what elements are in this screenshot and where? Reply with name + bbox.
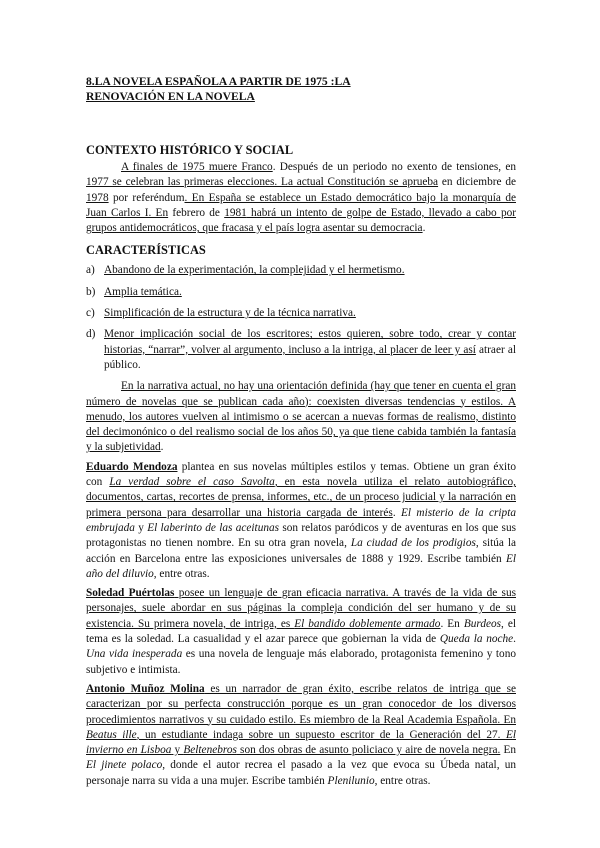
paragraph-text: En [500, 744, 517, 757]
title-line-1: 8.LA NOVELA ESPAÑOLA A PARTIR DE 1975 :LA [86, 75, 351, 88]
book-title: El jinete polaco [86, 759, 163, 772]
document-title [86, 74, 516, 104]
list-marker: b) [86, 285, 96, 298]
book-title: La ciudad de los prodigios [350, 537, 476, 550]
paragraph-text: . En [440, 617, 464, 630]
paragraph-text: es un narrador de gran éxito, escribe relatos de intriga que se caracterizan por su perfecta construcción porque es un gran conocedor de los diversos procedimientos narrativos y su cuidado estilo. Es miembro de la Real Academia Española. En [86, 682, 516, 726]
list-item-text [104, 327, 516, 373]
book-title: El bandido doblemente armado [294, 617, 441, 630]
narrative-text: . [160, 441, 164, 454]
paragraph-text: y [171, 744, 184, 757]
list-item-text: Amplia temática. [104, 285, 182, 298]
narrative-text: En la narrativa actual, no hay una orientación definida (hay que tener en cuenta el gran número de novelas que se publican cada año): coexisten diversas tendencias y estilos. A menudo, los autores vuelven al intimismo o se acercan a nuevas formas de realismo, distinto del decimonónico o del realismo social de los años 50, ya que tiene cabida también la fantasía y la subjetividad [86, 380, 516, 454]
book-title: El año del diluvio [86, 552, 516, 580]
author-name: Antonio Muñoz Molina [86, 682, 205, 695]
paragraph-text: es una novela de lenguaje más elaborado, protagonista femenino y tono subjetivo e intimista. [86, 648, 516, 676]
paragraph-text: , un estudiante indaga sobre un supuesto escritor de la Generación del 27. [136, 728, 506, 741]
book-title: El misterio de la cripta embrujada [86, 506, 516, 534]
document-page [86, 74, 516, 789]
list-marker: a) [86, 264, 95, 277]
molina-paragraph [86, 682, 516, 789]
section-heading-features: CARACTERÍSTICAS [86, 243, 206, 258]
paragraph-text: . [392, 506, 402, 519]
context-paragraph [86, 160, 516, 236]
paragraph-text: , en esta novela utiliza el relato autobiográfico, documentos, cartas, recortes de prensa, informes, etc., de un proceso judicial y la narración en primera persona para desarrollar una historia cargada de interés [86, 476, 516, 519]
list-item [86, 285, 516, 300]
list-item-text-part: Menor implicación social de los escritores; estos quieren, sobre todo, crear y contar historias, “narrar”, volver al argumento, incluso a la intriga, al placer de leer y así [104, 328, 516, 356]
paragraph-text: , donde el autor recrea el pasado a la vez que evoca su Úbeda natal, un personaje narra su vida a una mujer. Escribe también [86, 759, 516, 787]
book-title: Burdeos [463, 617, 502, 630]
list-item-text-part: atraer al público. [104, 343, 516, 371]
list-item [86, 263, 516, 278]
paragraph-text: y [134, 521, 148, 534]
context-text: febrero de [168, 206, 225, 219]
author-name: Eduardo Mendoza [86, 460, 178, 473]
context-text: . En España se establece un Estado democrático bajo la monarquía de Juan Carlos I. En [86, 191, 516, 219]
list-item [86, 327, 516, 373]
context-text: habrá un intento de golpe de Estado, llevado a cabo por grupos antidemocráticos, que fracasa y el país logra asentar su democracia [86, 206, 517, 235]
list-marker: c) [86, 307, 95, 320]
context-text: . Después de un periodo no exento de tensiones, en [272, 161, 516, 173]
paragraph-text: posee un lenguaje de gran eficacia narrativa. A través de la vida de sus personajes, suele abordar en sus páginas la compleja condición del ser humano y de su existencia. Su primera novela, de intriga, es [86, 587, 516, 630]
book-title: El laberinto de las aceitunas [147, 521, 280, 534]
book-title: Queda la noche [439, 633, 514, 646]
book-title: El invierno en Lisboa [86, 728, 516, 757]
context-text: por referéndum [108, 191, 185, 204]
context-text: 1981 [224, 206, 247, 219]
book-title: La verdad sobre el caso Savolta [109, 476, 275, 489]
section-heading-context: CONTEXTO HISTÓRICO Y SOCIAL [86, 143, 294, 157]
paragraph-text: plantea en sus novelas múltiples estilos y temas. Obtiene un gran éxito con [86, 460, 516, 489]
paragraph-text: son dos obras de asunto policiaco y aire de novela negra. [236, 744, 501, 757]
context-text: . [422, 222, 426, 235]
paragraph-text: son relatos paródicos y de aventuras en los que sus protagonistas no tienen nombre. En su otra gran novela, [86, 521, 517, 550]
paragraph-text: , entre otras. [374, 774, 431, 787]
list-item-text: Simplificación de la estructura y de la técnica narrativa. [104, 307, 356, 320]
list-item [86, 306, 516, 321]
title-line-2: RENOVACIÓN EN LA NOVELA [86, 90, 255, 103]
book-title: Plenilunio [327, 774, 375, 787]
puertolas-paragraph [86, 586, 516, 678]
author-name: Soledad Puértolas [86, 587, 175, 600]
list-marker: d) [86, 328, 96, 341]
book-title: Beltenebros [183, 744, 237, 757]
narrative-paragraph [86, 379, 516, 455]
mendoza-paragraph [86, 460, 516, 582]
book-title: Una vida inesperada [86, 648, 183, 661]
paragraph-text: , sitúa la acción en Barcelona entre las exposiciones universales de 1888 y 1929. Escribe también [86, 537, 516, 565]
context-text: 1977 se celebran las primeras elecciones. La actual Constitución se aprueba [86, 176, 439, 189]
list-item-text: Abandono de la experimentación, la complejidad y el hermetismo. [104, 264, 405, 277]
context-text: en diciembre de [438, 176, 516, 189]
paragraph-text: . [513, 633, 516, 646]
paragraph-text: , entre otras. [153, 567, 210, 580]
context-text: A finales de 1975 muere Franco [121, 161, 273, 173]
context-text: 1978 [86, 191, 109, 204]
paragraph-text: , el tema es la soledad. La casualidad y el azar parece que gobiernan la vida de [86, 617, 517, 646]
book-title: Beatus ille [86, 728, 137, 741]
features-list [86, 263, 516, 373]
